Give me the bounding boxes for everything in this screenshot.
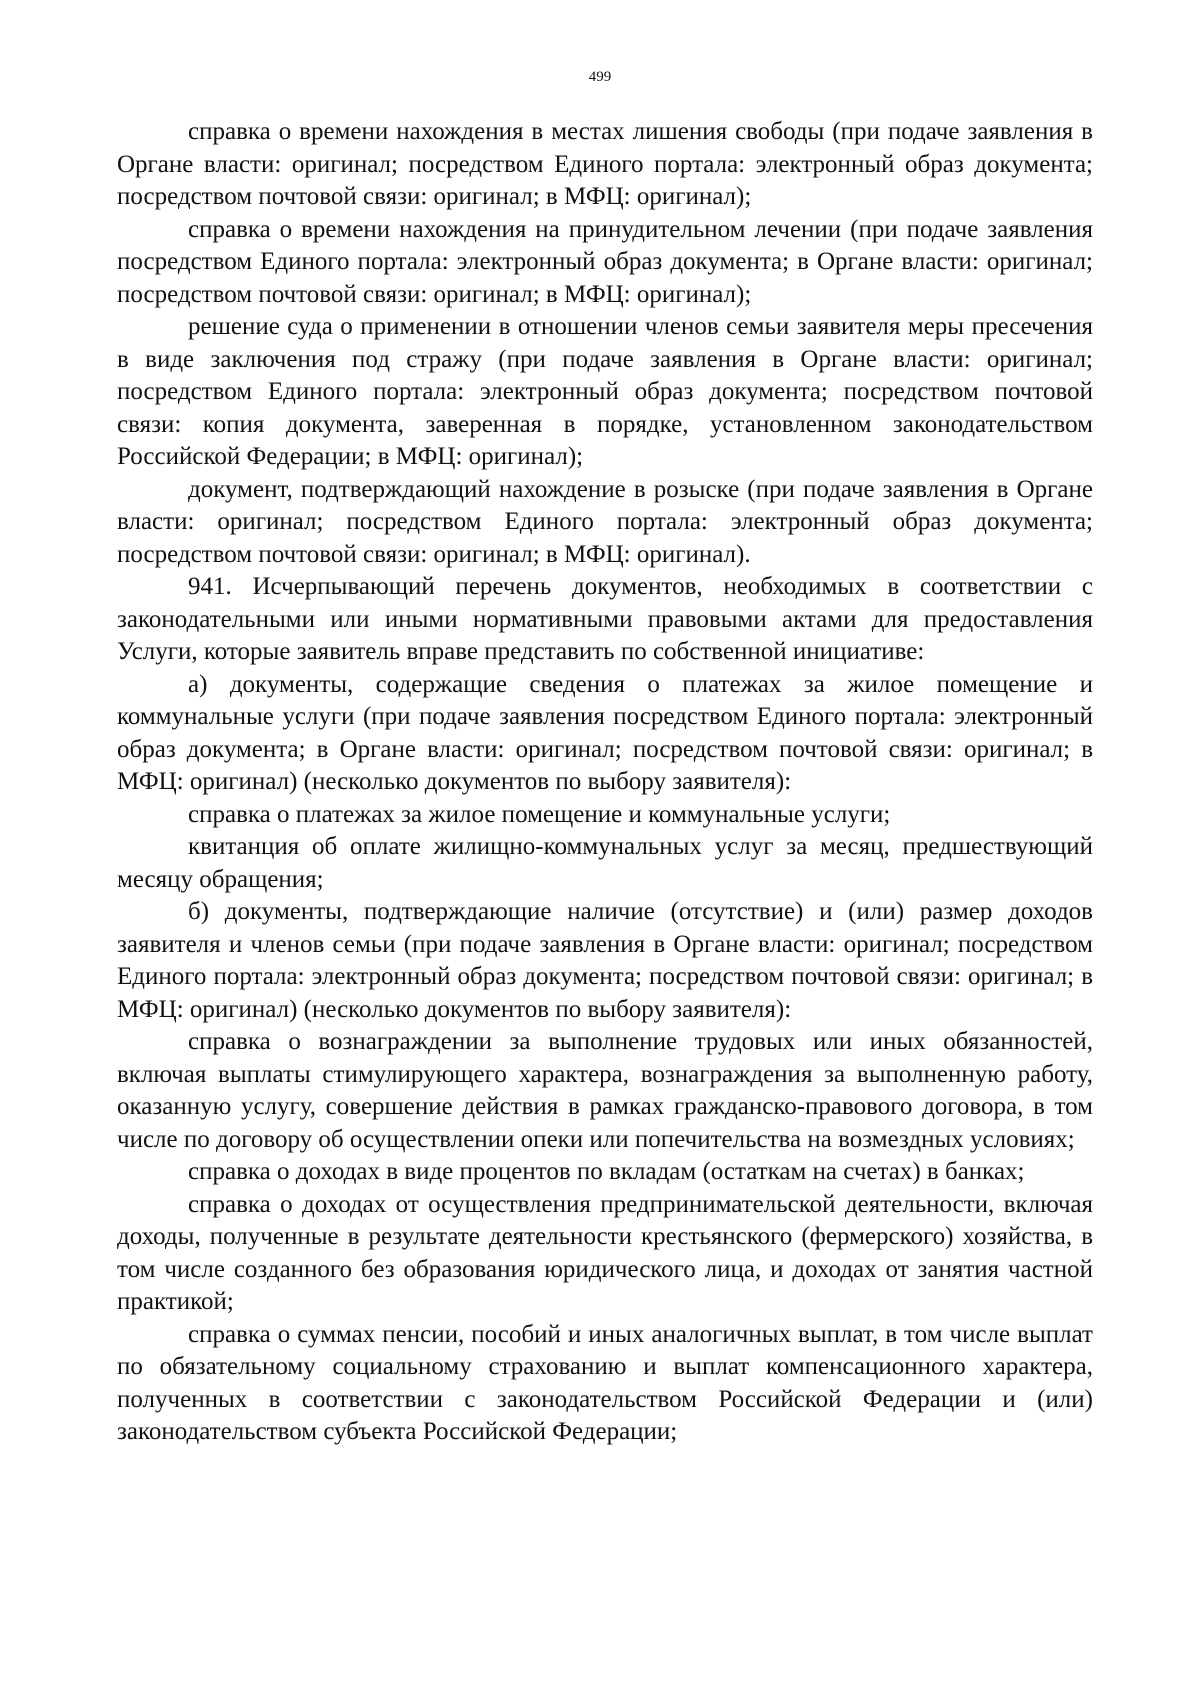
document-body (117, 116, 1093, 1449)
paragraph: справка о доходах в виде процентов по вкладам (остаткам на счетах) в банках; (188, 1158, 1025, 1185)
page-number: 499 (588, 69, 612, 85)
paragraph: справка о платежах за жилое помещение и коммунальные услуги; (188, 800, 891, 828)
paragraph: справка о суммах пенсии, пособий и иных аналогичных выплат, в том числе выплат по обязательному социальному страхованию и выплат компенсационного характера, полученных в соответствии с законодательством Российской Федерации и (или) законодательством субъекта Российской Федерации; (117, 1320, 1093, 1445)
paragraph: б) документы, подтверждающие наличие (отсутствие) и (или) размер доходов заявителя и членов семьи (при подаче заявления в Органе власти: оригинал; посредством Единого портала: электронный образ документа; посредством почтовой связи: оригинал; в МФЦ: оригинал) (несколько документов по выбору заявителя): (117, 898, 1093, 1023)
paragraph: справка о доходах от осуществления предпринимательской деятельности, включая доходы, полученные в результате деятельности крестьянского (фермерского) хозяйства, в том числе созданного без образования юридического лица, и доходах от занятия частной практикой; (117, 1190, 1093, 1315)
paragraph: справка о вознаграждении за выполнение трудовых или иных обязанностей, включая выплаты стимулирующего характера, вознаграждения за выполненную работу, оказанную услугу, совершение действия в рамках гражданско-правового договора, в том числе по договору об осуществлении опеки или попечительства на возмездных условиях; (117, 1028, 1093, 1153)
paragraph: квитанция об оплате жилищно-коммунальных услуг за месяц, предшествующий месяцу обращения; (117, 833, 1093, 893)
paragraph: документ, подтверждающий нахождение в розыске (при подаче заявления в Органе власти: оригинал; посредством Единого портала: электронный образ документа; посредством почтовой связи: оригинал; в МФЦ: оригинал). (117, 475, 1093, 568)
paragraph: а) документы, содержащие сведения о платежах за жилое помещение и коммунальные услуги (при подаче заявления посредством Единого портала: электронный образ документа; в Органе власти: оригинал; посредством почтовой связи: оригинал; в МФЦ: оригинал) (несколько документов по выбору заявителя): (117, 670, 1093, 795)
paragraph: справка о времени нахождения в местах лишения свободы (при подаче заявления в Органе власти: оригинал; посредством Единого портала: электронный образ документа; посредством почтовой связи: оригинал; в МФЦ: оригинал); (117, 118, 1093, 210)
paragraph: решение суда о применении в отношении членов семьи заявителя меры пресечения в виде заключения под стражу (при подаче заявления в Органе власти: оригинал; посредством Единого портала: электронный образ документа; посредством почтовой связи: копия документа, заверенная в порядке, установленном законодательством Российской Федерации; в МФЦ: оригинал); (117, 313, 1093, 470)
paragraph: 941. Исчерпывающий перечень документов, необходимых в соответствии с законодательными или иными нормативными правовыми актами для предоставления Услуги, которые заявитель вправе представить по собственной инициативе: (117, 573, 1093, 665)
paragraph: справка о времени нахождения на принудительном лечении (при подаче заявления посредством Единого портала: электронный образ документа; в Органе власти: оригинал; посредством почтовой связи: оригинал; в МФЦ: оригинал); (117, 215, 1093, 308)
